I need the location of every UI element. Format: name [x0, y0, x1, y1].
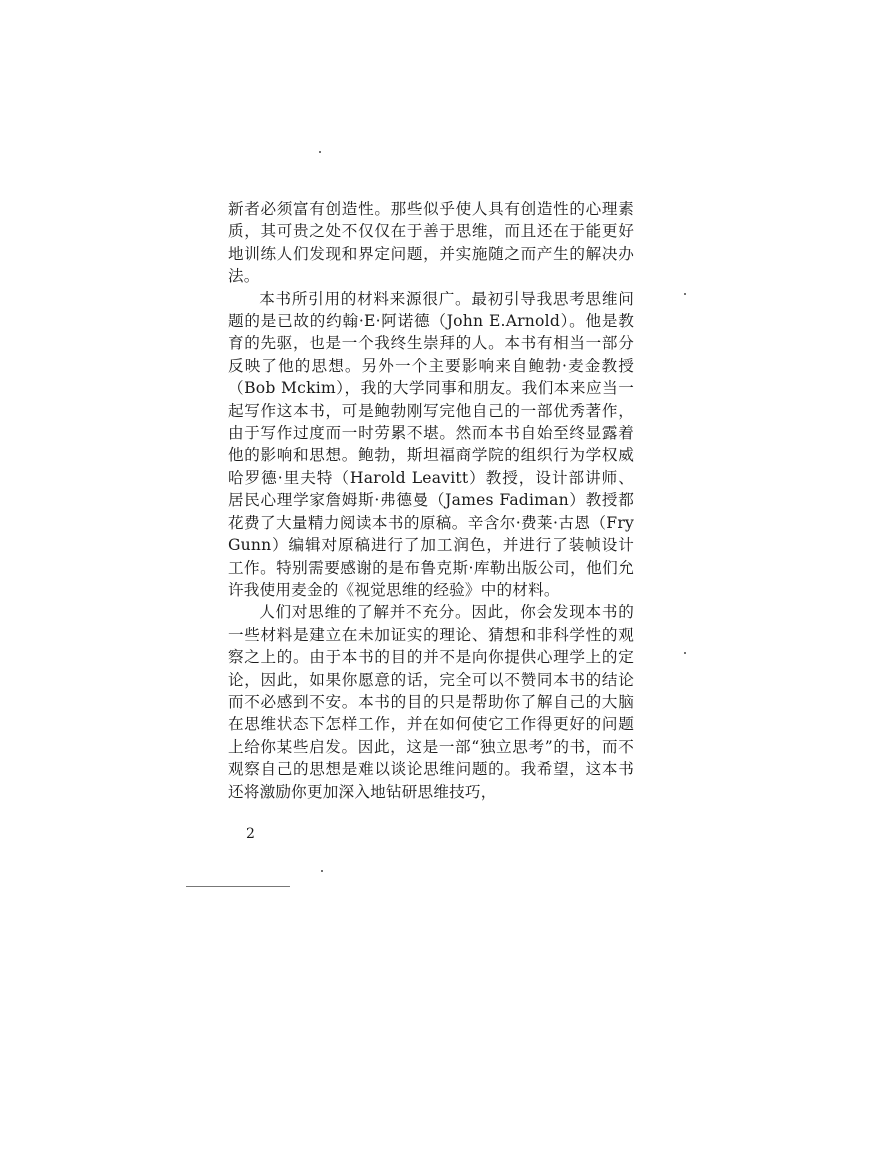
paragraph-2: 本书所引用的材料来源很广。最初引导我思考思维问题的是已故的约翰·E·阿诺德（John E.Arnold）。他是教育的先驱，也是一个我终生崇拜的人。本书有相当一部分反映了他的思想。另外一个主要影响来自鲍勃·麦金教授（Bob Mckim），我的大学同事和朋友。我们本来应当一起写作这本书，可是鲍勃刚写完他自己的一部优秀著作，由于写作过度而一时劳累不堪。然而本书自始至终显露着他的影响和思想。鲍勃，斯坦福商学院的组织行为学权威哈罗德·里夫特（Harold Leavitt）教授，设计部讲师、居民心理学家詹姆斯·弗德曼（James Fadiman）教授都花费了大量精力阅读本书的原稿。辛含尔·费莱·古恩（Fry Gunn）编辑对原稿进行了加工润色，并进行了装帧设计工作。特别需要感谢的是布鲁克斯·库勒出版公司，他们允许我使用麦金的《视觉思维的经验》中的材料。: [228, 289, 634, 599]
page-number: 2: [246, 826, 255, 842]
scan-speck: [321, 870, 323, 872]
scan-edge-line: [186, 886, 290, 887]
body-text: [228, 198, 634, 803]
scan-speck: [684, 293, 686, 295]
scan-speck: [684, 652, 686, 654]
paragraph-1: 新者必须富有创造性。那些似乎使人具有创造性的心理素质，其可贵之处不仅仅在于善于思维，而且还在于能更好地训练人们发现和界定问题，并实施随之而产生的解决办法。: [228, 200, 634, 286]
scan-speck: [319, 151, 321, 153]
paragraph-3: 人们对思维的了解并不充分。因此，你会发现本书的一些材料是建立在未加证实的理论、猜想和非科学性的观察之上的。由于本书的目的并不是向你提供心理学上的定论，因此，如果你愿意的话，完全可以不赞同本书的结论而不必感到不安。本书的目的只是帮助你了解自己的大脑在思维状态下怎样工作，并在如何使它工作得更好的问题上给你某些启发。因此，这是一部“独立思考”的书，而不观察自己的思想是难以谈论思维问题的。我希望，这本书还将激励你更加深入地钻研思维技巧，: [228, 603, 634, 801]
